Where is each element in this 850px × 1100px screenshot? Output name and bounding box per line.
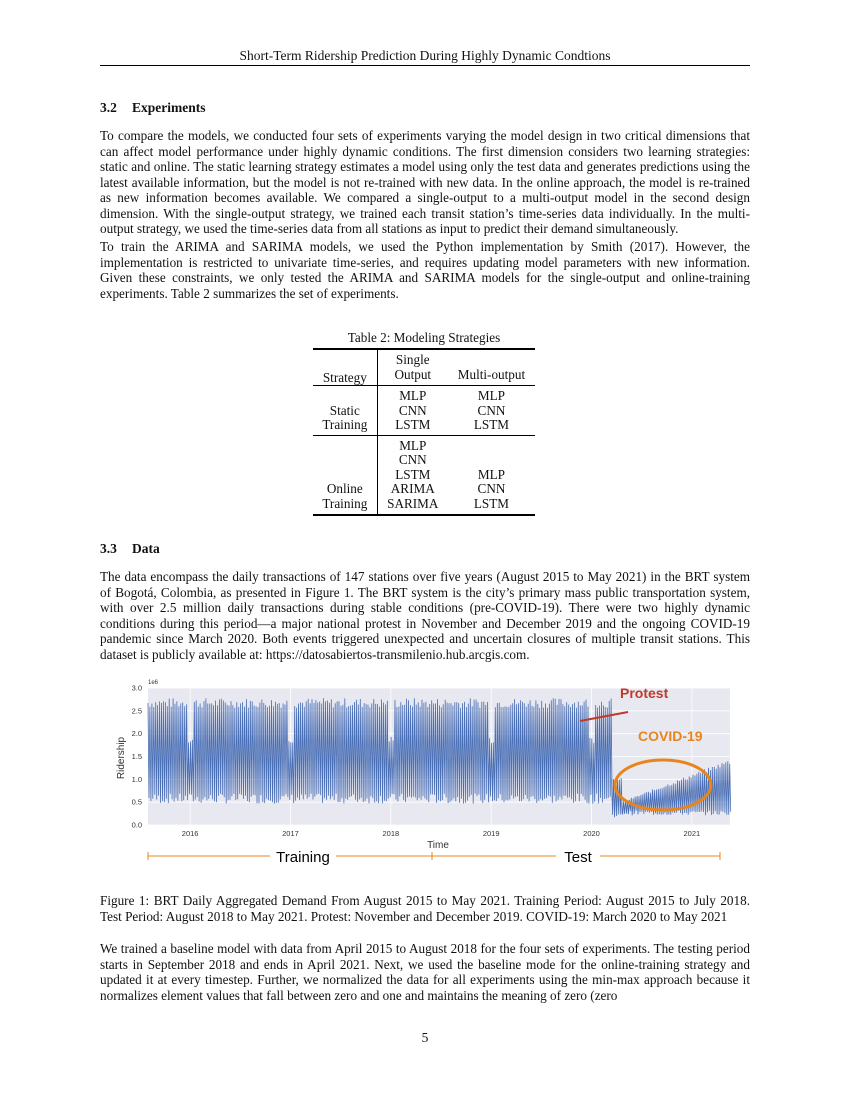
x-tick-label: 2019 bbox=[482, 829, 500, 838]
online-multi-models bbox=[448, 435, 535, 514]
table-modeling-strategies bbox=[313, 330, 535, 516]
model-cell: MLP bbox=[477, 388, 506, 403]
strategy-table bbox=[313, 350, 535, 514]
online-training-label bbox=[313, 435, 377, 514]
static-label-line2: Training bbox=[322, 417, 368, 432]
model-cell: LSTM bbox=[473, 495, 510, 511]
figure-caption: Figure 1: BRT Daily Aggregated Demand From August 2015 to May 2021. Training Period: August 2015 to July 2018. Test Period: August 2018 to May 2021. Protest: November and December 2019. COVID-19: March 2020 to May 2021 bbox=[100, 893, 750, 924]
static-single-models bbox=[377, 386, 448, 436]
model-cell: CNN bbox=[477, 402, 506, 418]
protest-annotation: Protest bbox=[620, 685, 669, 701]
covid-annotation: COVID-19 bbox=[638, 728, 703, 744]
y-tick-label: 2.0 bbox=[131, 729, 142, 739]
x-tick-label: 2016 bbox=[181, 829, 199, 838]
model-cell: CNN bbox=[477, 481, 506, 496]
header-single-line2: Output bbox=[394, 366, 432, 382]
online-single-models bbox=[377, 435, 448, 514]
model-cell: CNN bbox=[398, 402, 427, 418]
x-ticks bbox=[182, 829, 700, 838]
paragraph: The data encompass the daily transactions of 147 stations over five years (August 2015 to May 2021) in the BRT system of Bogotá, Colombia, as presented in Figure 1. The BRT system is the city’s primary mass public transportation system, with over 2.5 million daily transactions during stable conditions (pre-COVID-19). There were two highly dynamic conditions during this period—a major national protest in November and December 2019 and the ongoing COVID-19 pandemic since March 2020. Both events triggered unexpected and uncertain closures of multiple transit stations. This dataset is publicly available at: https://datosabiertos-transmilenio.hub.arcgis.com. bbox=[100, 569, 750, 662]
training-period-label: Training bbox=[276, 849, 330, 866]
paragraph: To train the ARIMA and SARIMA models, we used the Python implementation by Smith (2017). However, the implementation is restricted to univariate time-series, and requires updating model parameters with new information. Given these constraints, we only tested the ARIMA and SARIMA models for the single-output and online-training experiments. Table 2 summarizes the set of experiments. bbox=[100, 239, 750, 301]
static-training-label bbox=[313, 386, 377, 436]
model-cell: LSTM bbox=[395, 466, 431, 482]
ridership-chart-svg bbox=[110, 678, 740, 868]
model-cell: MLP bbox=[399, 388, 427, 403]
section-number: 3.2 bbox=[100, 100, 117, 115]
section-heading-data bbox=[100, 541, 160, 557]
y-tick-label: 1.0 bbox=[131, 774, 142, 784]
y-tick-label: 3.0 bbox=[131, 683, 142, 693]
y-tick-label: 0.5 bbox=[131, 797, 142, 807]
x-tick-label: 2017 bbox=[282, 829, 299, 838]
model-cell: MLP bbox=[477, 466, 506, 482]
header-rule bbox=[100, 65, 750, 66]
paragraph: We trained a baseline model with data from April 2015 to August 2018 for the four sets of experiments. The testing period starts in September 2018 and ends in April 2021. Next, we used the baseline mode for the online-training strategy and updated it at every timestep. Further, we normalized the data for all experiments using the min-max approach because it normalizes element values that fall between zero and one and maintains the meaning of zero (zero bbox=[100, 941, 750, 1003]
page-number: 5 bbox=[421, 1030, 429, 1045]
paragraph: To compare the models, we conducted four sets of experiments varying the model design in two critical dimensions that can affect model performance under highly dynamic conditions. The first dimension considers two learning strategies: static and online. The static learning strategy estimates a model using only the test data and generates predictions using the latest available information, but the model is not re-trained with new data. In the online approach, the model is re-trained as new information becomes available. We compared a single-output to a multi-output model in the second design dimension. With the single-output strategy, we trained each transit station’s time-series data individually. In the multi-output strategy, we used the time-series data from all stations as input to predict their demand simultaneously. bbox=[100, 128, 750, 236]
section-heading-experiments bbox=[100, 100, 206, 116]
x-tick-label: 2021 bbox=[683, 829, 701, 838]
static-label-line1: Static bbox=[329, 402, 360, 418]
y-multiplier: 1e6 bbox=[148, 680, 159, 686]
section-title: Data bbox=[132, 541, 160, 556]
running-header: Short-Term Ridership Prediction During Highly Dynamic Condtions bbox=[239, 48, 611, 63]
test-period-label: Test bbox=[564, 849, 592, 866]
model-cell: MLP bbox=[399, 437, 427, 453]
model-cell: SARIMA bbox=[387, 495, 439, 511]
online-label-line2: Training bbox=[322, 495, 368, 511]
figure-1-chart bbox=[110, 678, 740, 868]
x-axis-label: Time bbox=[427, 840, 449, 851]
header-multi-output: Multi-output bbox=[457, 366, 526, 382]
online-label-line1: Online bbox=[326, 481, 363, 496]
model-cell: LSTM bbox=[395, 417, 431, 432]
table-caption: Table 2: Modeling Strategies bbox=[347, 330, 501, 345]
model-cell: LSTM bbox=[473, 417, 510, 432]
y-tick-label: 1.5 bbox=[131, 752, 142, 761]
model-cell: ARIMA bbox=[390, 481, 435, 496]
y-tick-label: 2.5 bbox=[131, 706, 142, 716]
model-cell: CNN bbox=[398, 452, 427, 467]
section-number: 3.3 bbox=[100, 541, 117, 556]
header-single-line1: Single bbox=[395, 352, 430, 367]
y-axis-label: Ridership bbox=[116, 736, 127, 780]
x-tick-label: 2018 bbox=[382, 829, 400, 838]
section-title: Experiments bbox=[132, 100, 206, 115]
x-tick-label: 2020 bbox=[583, 829, 600, 838]
y-ticks bbox=[132, 684, 142, 830]
static-multi-models bbox=[448, 386, 535, 436]
y-tick-label: 0.0 bbox=[131, 820, 142, 830]
header-strategy: Strategy bbox=[313, 350, 377, 386]
